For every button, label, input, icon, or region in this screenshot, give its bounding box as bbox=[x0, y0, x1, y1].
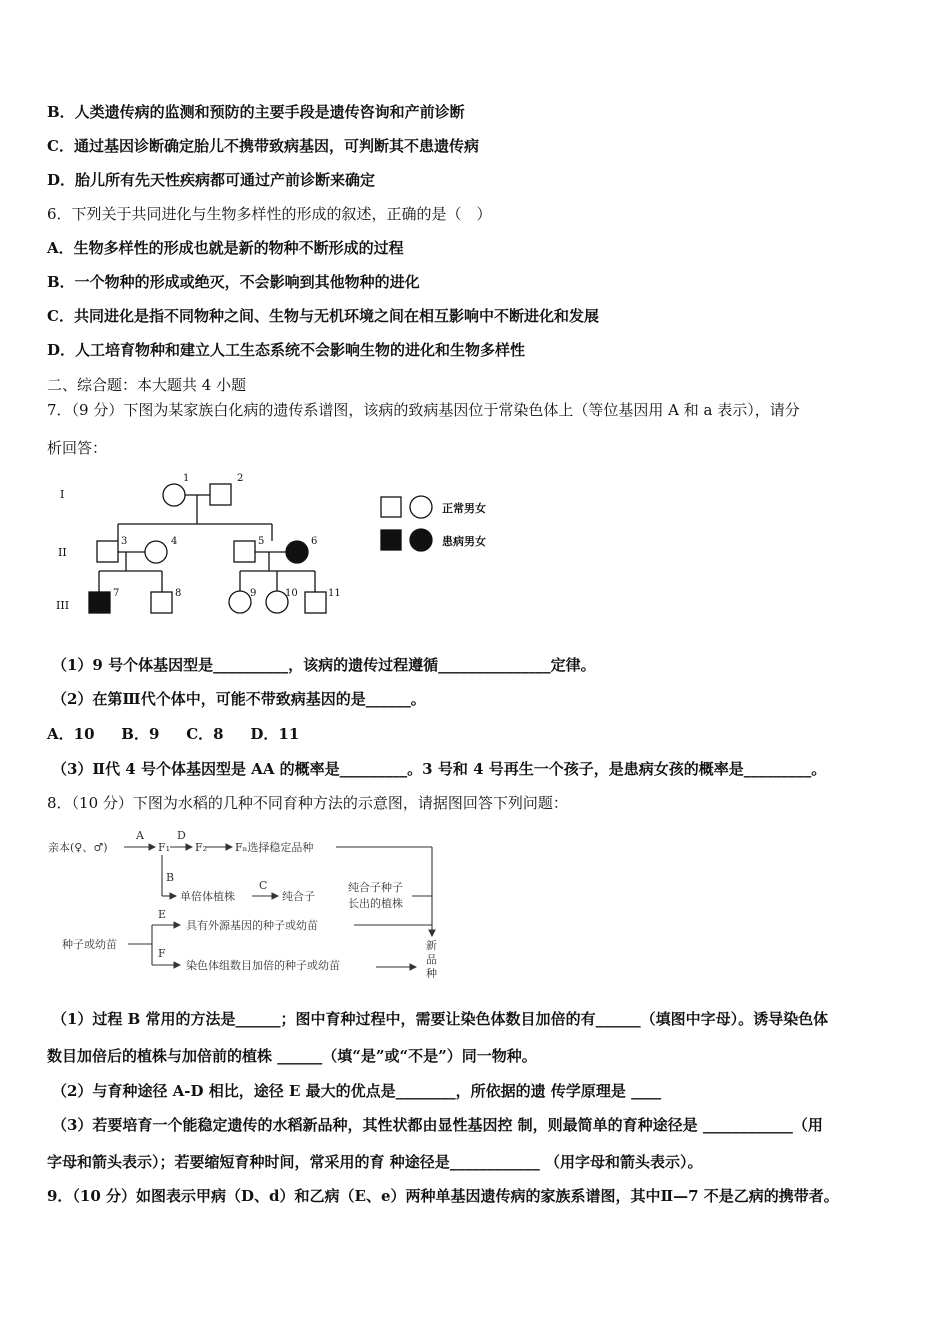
legend-normal-male-icon bbox=[381, 497, 401, 517]
diagram-f1: F₁ bbox=[158, 841, 171, 854]
q6-option-a: A．生物多样性的形成也就是新的物种不断形成的过程 bbox=[47, 239, 404, 257]
q8-part3-line2: 字母和箭头表示）；若要缩短育种时间，常采用的育 种途径是____________ （用字母和箭头表示）。 bbox=[47, 1153, 703, 1171]
breeding-flow-diagram bbox=[40, 825, 460, 985]
diagram-new-variety-1: 新 bbox=[426, 939, 437, 952]
q8-stem: 8．（10 分）下图为水稻的几种不同育种方法的示意图，请据图回答下列问题： bbox=[47, 794, 568, 812]
legend-normal-female-icon bbox=[410, 496, 432, 518]
pedigree-chart bbox=[40, 462, 510, 630]
q7-options bbox=[47, 724, 321, 744]
q8-part2: （2）与育种途径 A-D 相比，途径 E 最大的优点是________，所依据的遗 传学原理是 ____ bbox=[52, 1082, 662, 1100]
q5-option-b: B．人类遗传病的监测和预防的主要手段是遗传咨询和产前诊断 bbox=[47, 103, 465, 121]
q8-part3-line1: （3）若要培育一个能稳定遗传的水稻新品种，其性状都由显性基因控 制，则最简单的育种途径是 ____________（用 bbox=[52, 1116, 823, 1134]
person-6-affected bbox=[286, 541, 308, 563]
label-2: 2 bbox=[237, 473, 244, 484]
person-1 bbox=[163, 484, 185, 506]
label-9: 9 bbox=[250, 588, 257, 599]
diagram-step-a: A bbox=[136, 829, 144, 842]
q7-option-b: B．9 bbox=[121, 725, 160, 743]
q6-option-b: B．一个物种的形成或绝灭，不会影响到其他物种的进化 bbox=[47, 273, 420, 291]
diagram-new-variety-3: 种 bbox=[426, 967, 437, 980]
diagram-doubled: 染色体组数目加倍的种子或幼苗 bbox=[186, 959, 340, 972]
q5-option-d: D．胎儿所有先天性疾病都可通过产前诊断来确定 bbox=[47, 171, 376, 189]
q8-part1-line1: （1）过程 B 常用的方法是______；图中育种过程中，需要让染色体数目加倍的有______（填图中字母）。诱导染色体 bbox=[52, 1010, 829, 1028]
q7-part3: （3）Ⅱ代 4 号个体基因型是 AA 的概率是_________。3 号和 4 号再生一个孩子，是患病女孩的概率是_________。 bbox=[52, 760, 827, 778]
person-7-affected bbox=[89, 592, 110, 613]
person-5 bbox=[234, 541, 255, 562]
person-8 bbox=[151, 592, 172, 613]
diagram-step-e: E bbox=[158, 908, 167, 921]
q7-option-d: D．11 bbox=[250, 725, 300, 743]
generation-label-iii: III bbox=[56, 599, 70, 612]
q7-stem-line2: 析回答： bbox=[47, 439, 108, 457]
diagram-fn: Fₙ选择稳定品种 bbox=[235, 841, 314, 854]
label-6: 6 bbox=[311, 536, 318, 547]
label-5: 5 bbox=[258, 536, 265, 547]
legend-affected-male-icon bbox=[381, 530, 401, 550]
diagram-pure-seed-line2: 长出的植株 bbox=[348, 897, 403, 910]
label-11: 11 bbox=[328, 588, 341, 599]
diagram-haploid: 单倍体植株 bbox=[180, 890, 235, 903]
label-1: 1 bbox=[183, 473, 190, 484]
label-7: 7 bbox=[113, 588, 120, 599]
q9-stem: 9．（10 分）如图表示甲病（D、d）和乙病（E、e）两种单基因遗传病的家族系谱图，其中Ⅱ—7 不是乙病的携带者。 bbox=[47, 1187, 839, 1205]
person-2 bbox=[210, 484, 231, 505]
generation-label-ii: II bbox=[58, 546, 67, 559]
person-9 bbox=[229, 591, 251, 613]
q7-stem-line1: 7．（9 分）下图为某家族白化病的遗传系谱图，该病的致病基因位于常染色体上（等位基因用 A 和 a 表示），请分 bbox=[47, 401, 800, 419]
generation-label-i: I bbox=[60, 488, 65, 501]
label-3: 3 bbox=[121, 536, 128, 547]
q6-option-d: D．人工培育物种和建立人工生态系统不会影响生物的进化和生物多样性 bbox=[47, 341, 526, 359]
legend-affected-label: 患病男女 bbox=[442, 535, 486, 548]
q5-option-c: C．通过基因诊断确定胎儿不携带致病基因，可判断其不患遗传病 bbox=[47, 137, 479, 155]
diagram-pure: 纯合子 bbox=[282, 890, 315, 903]
q7-option-a: A．10 bbox=[47, 725, 95, 743]
q6-option-c: C．共同进化是指不同物种之间、生物与无机环境之间在相互影响中不断进化和发展 bbox=[47, 307, 599, 325]
q7-part1: （1）9 号个体基因型是__________，该病的遗传过程遵循_______________定律。 bbox=[52, 656, 596, 674]
person-11 bbox=[305, 592, 326, 613]
q7-part2: （2）在第Ⅲ代个体中，可能不带致病基因的是______。 bbox=[52, 690, 426, 708]
diagram-new-variety-2: 品 bbox=[426, 953, 437, 966]
diagram-step-b: B bbox=[166, 871, 175, 884]
diagram-foreign-gene: 具有外源基因的种子或幼苗 bbox=[186, 919, 318, 932]
label-4: 4 bbox=[171, 536, 178, 547]
legend-affected-female-icon bbox=[410, 529, 432, 551]
person-3 bbox=[97, 541, 118, 562]
diagram-step-f: F bbox=[158, 947, 166, 960]
diagram-parent: 亲本(♀、♂) bbox=[48, 841, 108, 854]
q8-part1-line2: 数目加倍后的植株与加倍前的植株 ______（填“是”或“不是”）同一物种。 bbox=[47, 1047, 537, 1065]
diagram-seedling: 种子或幼苗 bbox=[62, 938, 117, 951]
diagram-f2: F₂ bbox=[195, 841, 208, 854]
person-4 bbox=[145, 541, 167, 563]
section-heading: 二、综合题：本大题共 4 小题 bbox=[47, 376, 247, 394]
label-10: 10 bbox=[285, 588, 298, 599]
diagram-step-d: D bbox=[177, 829, 186, 842]
label-8: 8 bbox=[175, 588, 182, 599]
diagram-pure-seed-line1: 纯合子种子 bbox=[348, 881, 403, 894]
legend-normal-label: 正常男女 bbox=[442, 502, 486, 515]
diagram-step-c: C bbox=[259, 879, 268, 892]
q6-stem: 6．下列关于共同进化与生物多样性的形成的叙述，正确的是（ ） bbox=[47, 205, 492, 223]
q7-option-c: C．8 bbox=[186, 725, 224, 743]
